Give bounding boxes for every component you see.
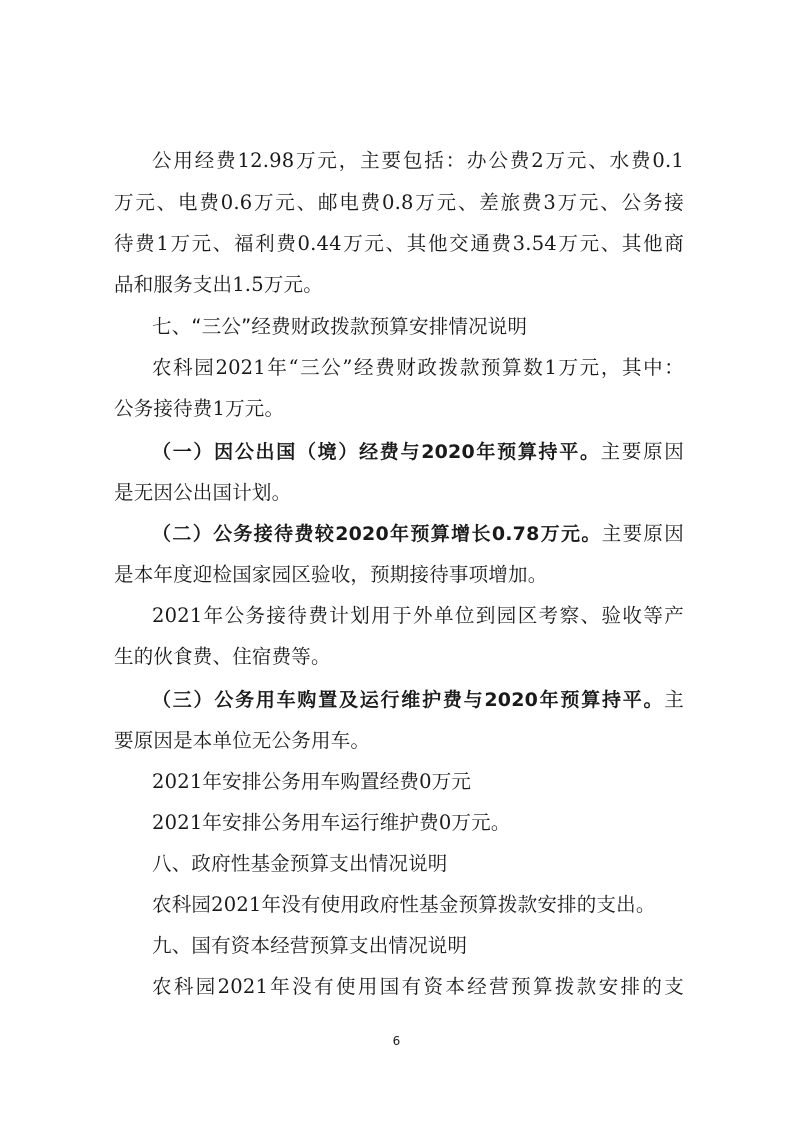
subsection-1-line-2: 是无因公出国计划。 xyxy=(114,481,292,504)
subsection-1-line-1 xyxy=(152,440,684,464)
subsection-3-line-1 xyxy=(152,688,684,712)
heading-section-7: 七、“三公”经费财政拨款预算安排情况说明 xyxy=(152,315,528,338)
subsection-3-line-2: 要原因是本单位无公务用车。 xyxy=(114,729,371,752)
para-public-funds-line-4: 品和服务支出1.5万元。 xyxy=(114,273,323,296)
subsection-2-line-1 xyxy=(152,522,684,546)
subsection-1-rest: 主要原因 xyxy=(600,440,684,463)
para-three-public-line-2: 公务接待费1万元。 xyxy=(114,397,285,420)
para-three-public-line-1: 农科园2021年“三公”经费财政拨款预算数1万元，其中： xyxy=(152,356,684,379)
subsection-2-line-2: 是本年度迎检国家园区验收，预期接待事项增加。 xyxy=(114,563,548,586)
page-number: 6 xyxy=(392,1034,401,1048)
para-public-funds-line-1: 公用经费12.98万元，主要包括：办公费2万元、水费0.1 xyxy=(152,149,684,172)
para-vehicle-purchase: 2021年安排公务用车购置经费0万元 xyxy=(152,770,472,793)
subsection-3-rest: 主 xyxy=(664,688,684,711)
para-vehicle-maintenance: 2021年安排公务用车运行维护费0万元。 xyxy=(152,811,511,834)
subsection-3-lead: （三）公务用车购置及运行维护费与2020年预算持平。 xyxy=(152,689,665,711)
para-public-funds-line-2: 万元、电费0.6万元、邮电费0.8万元、差旅费3万元、公务接 xyxy=(114,191,684,214)
para-government-fund: 农科园2021年没有使用政府性基金预算拨款安排的支出。 xyxy=(152,893,656,916)
subsection-2-lead: （二）公务接待费较2020年预算增长0.78万元。 xyxy=(152,523,602,545)
para-public-funds-line-3: 待费1万元、福利费0.44万元、其他交通费3.54万元、其他商 xyxy=(114,232,684,255)
para-reception-line-2: 生的伙食费、住宿费等。 xyxy=(114,645,331,668)
para-state-capital: 农科园2021年没有使用国有资本经营预算拨款安排的支 xyxy=(152,975,684,998)
heading-section-8: 八、政府性基金预算支出情况说明 xyxy=(152,852,448,875)
subsection-1-lead: （一）因公出国（境）经费与2020年预算持平。 xyxy=(152,441,601,463)
para-reception-line-1: 2021年公务接待费计划用于外单位到园区考察、验收等产 xyxy=(152,604,684,627)
subsection-2-rest: 主要原因 xyxy=(601,522,684,545)
heading-section-9: 九、国有资本经营预算支出情况说明 xyxy=(152,934,468,957)
